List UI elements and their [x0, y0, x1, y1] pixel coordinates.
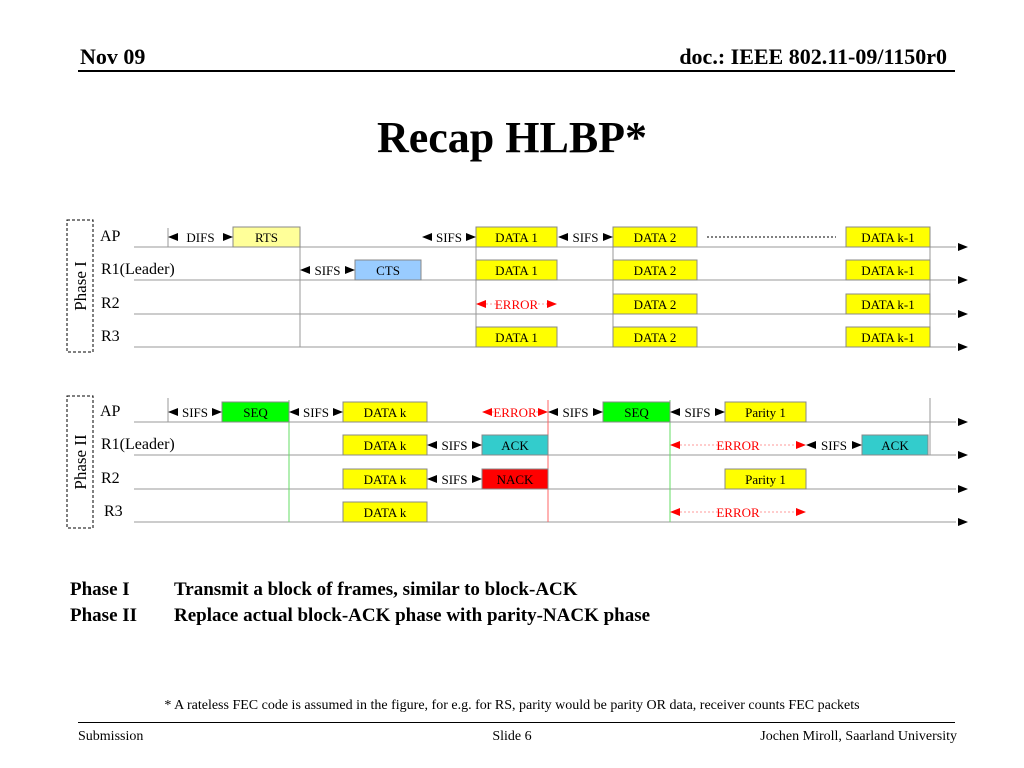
frame-label: ACK — [881, 438, 909, 453]
frame-label: DATA k — [363, 405, 407, 420]
span-label: ERROR — [494, 297, 539, 312]
span-label: SIFS — [572, 230, 599, 245]
span-arrow-icon — [558, 233, 568, 241]
span-arrow-icon — [345, 266, 355, 274]
row-label: R3 — [101, 328, 120, 345]
span-arrow-icon — [715, 408, 725, 416]
frame-label: Parity 1 — [745, 405, 786, 420]
timeline-arrow-icon — [958, 243, 968, 251]
span-arrow-icon — [796, 508, 806, 516]
span-arrow-icon — [852, 441, 862, 449]
span-label: SIFS — [302, 405, 330, 420]
span-arrow-icon — [796, 441, 806, 449]
summary-phase-label: Phase II — [70, 605, 138, 626]
span-arrow-icon — [670, 508, 680, 516]
frame-label: DATA 2 — [633, 230, 677, 245]
footer-author: Jochen Miroll, Saarland University — [760, 729, 957, 744]
span-arrow-icon — [333, 408, 343, 416]
span-label: ERROR — [716, 505, 760, 520]
span-arrow-icon — [472, 475, 482, 483]
span-arrow-icon — [538, 408, 548, 416]
row-label: R1(Leader) — [101, 261, 175, 278]
row-label: R3 — [104, 503, 123, 520]
frame-label: DATA 2 — [633, 330, 677, 345]
span-arrow-icon — [223, 233, 233, 241]
summary-phase-label: Phase I — [70, 579, 130, 600]
frame-label: DATA 1 — [495, 263, 538, 278]
span-label: SIFS — [684, 405, 711, 420]
span-arrow-icon — [593, 408, 603, 416]
timeline-arrow-icon — [958, 518, 968, 526]
span-arrow-icon — [603, 233, 613, 241]
span-label: SIFS — [314, 263, 341, 278]
span-arrow-icon — [168, 408, 178, 416]
timeline-arrow-icon — [958, 343, 968, 351]
span-label: ERROR — [716, 438, 760, 453]
span-label: SIFS — [181, 405, 209, 420]
frame-label: SEQ — [243, 405, 268, 420]
span-arrow-icon — [670, 408, 680, 416]
frame-label: DATA 2 — [633, 263, 677, 278]
frame-label: DATA k-1 — [861, 297, 915, 312]
span-arrow-icon — [482, 408, 492, 416]
slide-title: Recap HLBP* — [376, 113, 648, 162]
span-arrow-icon — [548, 408, 558, 416]
span-label: ERROR — [493, 405, 537, 420]
span-arrow-icon — [289, 408, 299, 416]
timeline-arrow-icon — [958, 276, 968, 284]
row-label: R2 — [101, 470, 120, 487]
span-arrow-icon — [427, 475, 437, 483]
span-arrow-icon — [806, 441, 816, 449]
timeline-arrow-icon — [958, 485, 968, 493]
span-label: SIFS — [820, 438, 848, 453]
summary-phase-1 — [70, 578, 578, 602]
span-arrow-icon — [547, 300, 557, 308]
footer-rule — [78, 722, 955, 723]
span-arrow-icon — [422, 233, 432, 241]
span-arrow-icon — [427, 441, 437, 449]
frame-label: DATA 1 — [495, 230, 538, 245]
span-arrow-icon — [212, 408, 222, 416]
footer-submission: Submission — [78, 729, 144, 744]
frame-label: DATA k-1 — [861, 330, 915, 345]
row-label: R2 — [101, 295, 120, 312]
span-label: SIFS — [562, 405, 589, 420]
frame-label: CTS — [376, 263, 400, 278]
frame-label: DATA k — [363, 505, 407, 520]
span-arrow-icon — [476, 300, 486, 308]
span-arrow-icon — [168, 233, 178, 241]
summary-phase-text: Replace actual block-ACK phase with parity-NACK phase — [174, 605, 651, 626]
phase-label: Phase II — [71, 434, 90, 490]
frame-label: DATA k — [363, 438, 407, 453]
frame-label: NACK — [496, 472, 534, 487]
row-label: AP — [100, 403, 121, 420]
frame-label: DATA 2 — [633, 297, 677, 312]
phase-label: Phase I — [71, 261, 90, 311]
summary-phase-text: Transmit a block of frames, similar to block-ACK — [174, 579, 578, 600]
frame-label: DATA k-1 — [861, 230, 915, 245]
row-label: R1(Leader) — [101, 436, 175, 453]
frame-label: Parity 1 — [745, 472, 786, 487]
frame-label: DATA 1 — [495, 330, 538, 345]
frame-label: RTS — [254, 230, 279, 245]
span-arrow-icon — [466, 233, 476, 241]
timeline-arrow-icon — [958, 310, 968, 318]
timeline-arrow-icon — [958, 451, 968, 459]
footnote: * A rateless FEC code is assumed in the figure, for e.g. for RS, parity would be parity OR data, receiver counts FEC packets — [164, 698, 860, 713]
span-arrow-icon — [472, 441, 482, 449]
span-label: DIFS — [186, 230, 215, 245]
row-label: AP — [100, 228, 121, 245]
summary-phase-2 — [70, 604, 650, 628]
span-label: SIFS — [435, 230, 463, 245]
span-arrow-icon — [670, 441, 680, 449]
header-doc-id: doc.: IEEE 802.11-09/1150r0 — [679, 44, 947, 69]
frame-label: ACK — [501, 438, 529, 453]
header-date: Nov 09 — [80, 44, 146, 69]
footer-slide-number: Slide 6 — [492, 729, 532, 744]
span-label: SIFS — [441, 472, 468, 487]
frame-label: SEQ — [624, 405, 649, 420]
frame-label: DATA k — [363, 472, 407, 487]
span-arrow-icon — [300, 266, 310, 274]
span-label: SIFS — [441, 438, 468, 453]
timeline-arrow-icon — [958, 418, 968, 426]
frame-label: DATA k-1 — [861, 263, 915, 278]
